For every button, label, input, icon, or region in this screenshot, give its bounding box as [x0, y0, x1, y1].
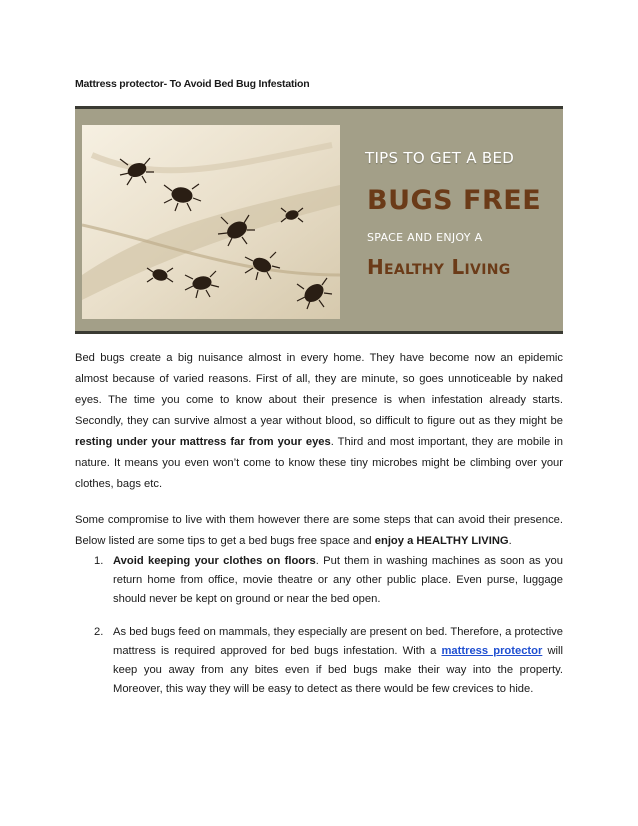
paragraph-intro [75, 348, 563, 495]
paragraph-intro-text-2: . Third and most important, they are mobile in nature. It means you even won’t come to know these tiny microbes might be climbing over your clothes, bags etc. [75, 436, 563, 490]
banner-line-2: BUGS FREE [367, 185, 542, 216]
document-title: Mattress protector- To Avoid Bed Bug Infestation [75, 78, 310, 90]
list-item-text-before: As bed bugs feed on mammals, they especially are present on bed. Therefore, a protective mattress is required approved for bed bugs infestation. With a [113, 626, 563, 657]
paragraph-intro-text-1: Bed bugs create a big nuisance almost in every home. They have become now an epidemic almost because of varied reasons. First of all, they are minute, so goes unnoticeable by naked eyes. The time you come to know about their presence is when infestation already starts. Secondly, they can survive almost a year without blood, so difficult to figure out as they might be [75, 352, 563, 427]
list-item [75, 623, 563, 699]
paragraph-intro-bold: resting under your mattress far from your eyes [75, 436, 331, 448]
banner-line-1: TIPS TO GET A BED [365, 149, 515, 167]
banner-line-4: Healthy Living [367, 255, 511, 279]
list-item [75, 552, 563, 609]
list-item-bold: Avoid keeping your clothes on floors [113, 555, 316, 567]
bed-bugs-photo [82, 125, 340, 319]
banner-line-3: SPACE AND ENJOY A [367, 231, 483, 244]
list-item-number: 1. [94, 555, 104, 567]
paragraph-tips-text-1: Some compromise to live with them however there are some steps that can avoid their presence. Below listed are some tips to get a bed bugs free space and [75, 514, 563, 547]
list-item-text-after: will keep you away from any bites even if bed bugs make their way into the property. Moreover, this way they will be easy to detect as there would be few crevices to hide. [113, 645, 563, 695]
banner-image [75, 106, 563, 334]
paragraph-tips-text-2: . [508, 535, 512, 547]
tips-list [75, 552, 563, 699]
list-item-number: 2. [94, 626, 104, 638]
mattress-protector-link[interactable]: mattress protector [441, 645, 543, 657]
paragraph-tips-bold: enjoy a HEALTHY LIVING [374, 535, 509, 547]
paragraph-tips-intro [75, 510, 563, 552]
list-item-text: . Put them in washing machines as soon as you return home from office, movie theatre or any other public place. Even purse, luggage should never be kept on ground or near the bed open. [113, 555, 564, 605]
